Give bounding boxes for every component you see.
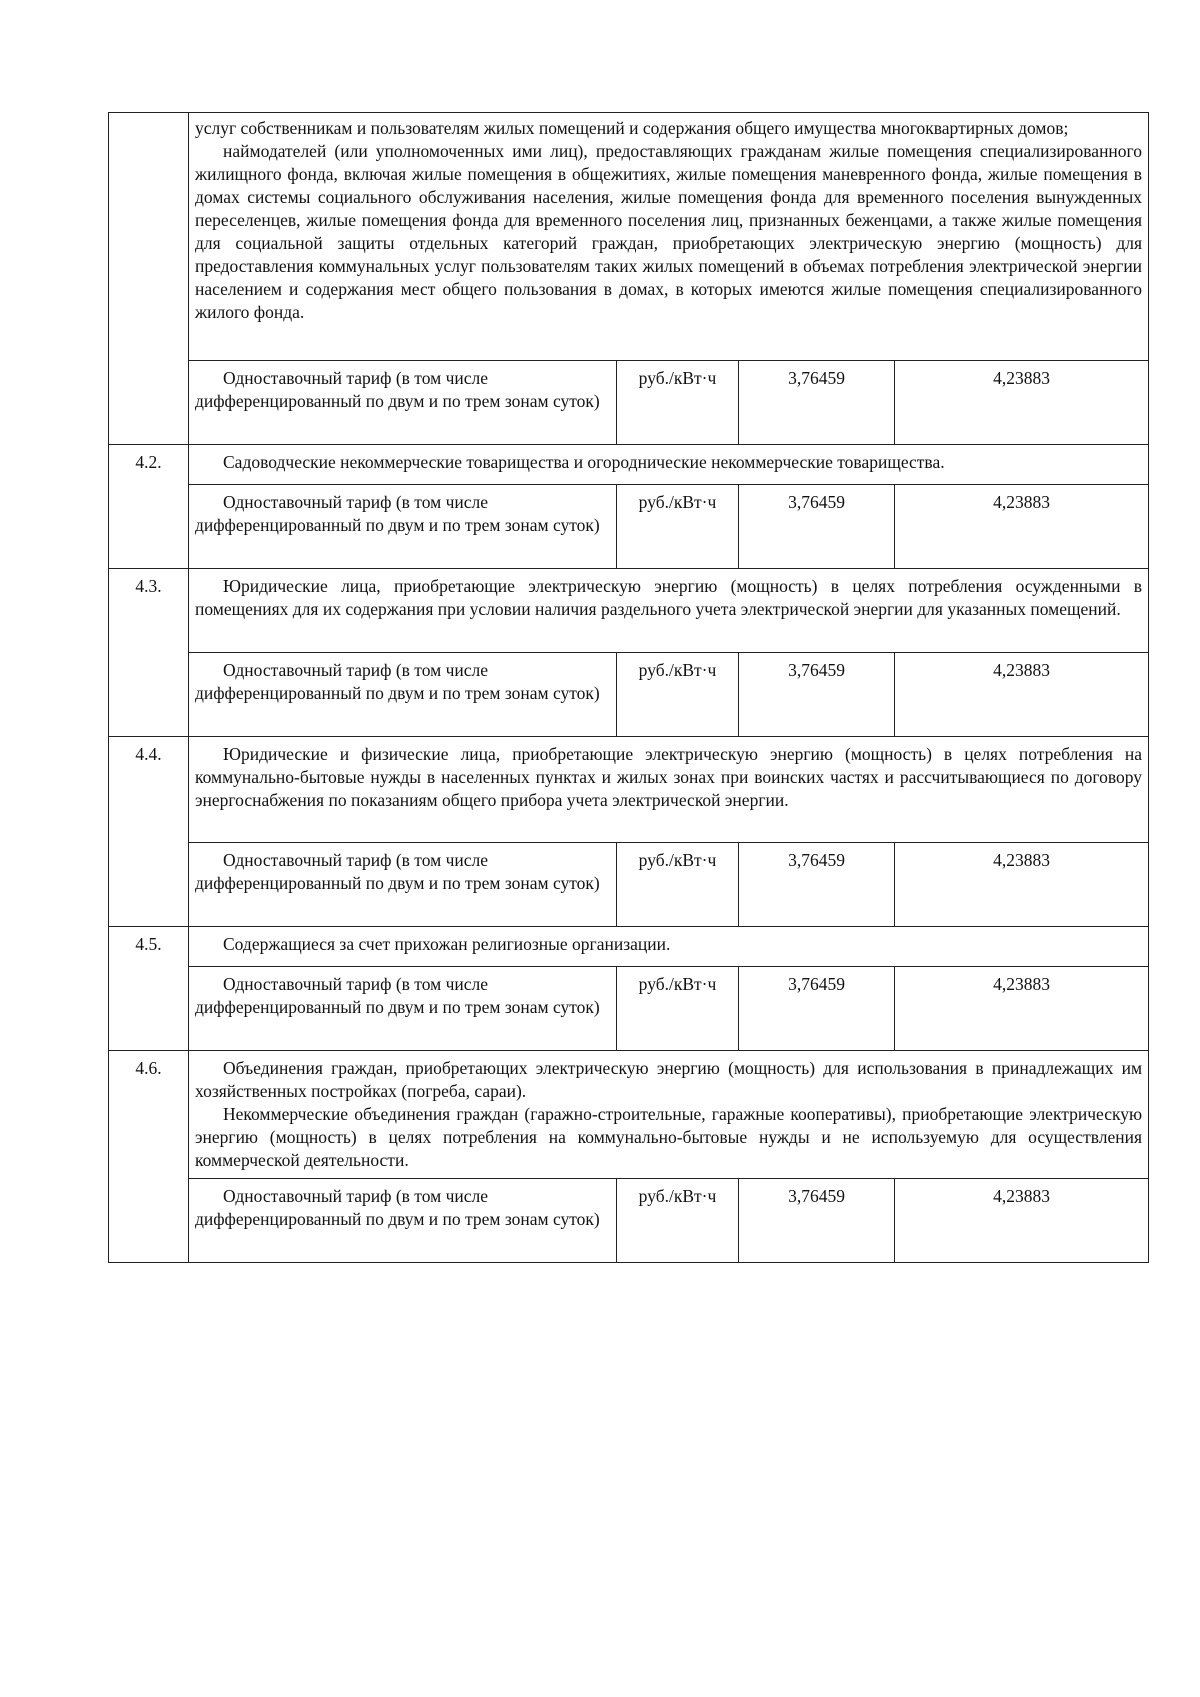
tariff-row (109, 653, 1149, 737)
tariff-table-body (109, 113, 1149, 1263)
category-number: 4.4. (109, 737, 189, 927)
category-row (109, 737, 1149, 843)
tariff-name-text: Одноставочный тариф (в том числе дифференцированный по двум и по трем зонам суток) (195, 368, 600, 411)
category-number (109, 113, 189, 445)
tariff-value-first-half: 3,76459 (739, 653, 895, 737)
description-paragraph: Юридические лица, приобретающие электрическую энергию (мощность) в целях потребления осужденными в помещениях для их содержания при условии наличия раздельного учета электрической энергии для указанных помещений. (195, 576, 1143, 619)
tariff-value-second-half: 4,23883 (895, 653, 1149, 737)
tariff-name-text: Одноставочный тариф (в том числе дифференцированный по двум и по трем зонам суток) (195, 660, 600, 703)
tariff-name (189, 1179, 617, 1263)
category-row (109, 569, 1149, 653)
description-paragraph: услуг собственникам и пользователям жилых помещений и содержания общего имущества многоквартирных домов; (195, 118, 1069, 138)
category-row (109, 927, 1149, 967)
tariff-name (189, 485, 617, 569)
tariff-value-second-half: 4,23883 (895, 1179, 1149, 1263)
tariff-row (109, 967, 1149, 1051)
description-paragraph: наймодателей (или уполномоченных ими лиц), предоставляющих гражданам жилые помещения специализированного жилищного фонда, включая жилые помещения в общежитиях, жилые помещения маневренного фонда, жилые помещения в домах системы социального обслуживания населения, жилые помещения фонда для временного поселения вынужденных переселенцев, жилые помещения фонда для временного поселения лиц, признанных беженцами, а также жилые помещения для социальной защиты отдельных категорий граждан, приобретающих электрическую энергию (мощность) для предоставления коммунальных услуг пользователям таких жилых помещений в объемах потребления электрической энергии населением и содержания мест общего пользования в домах, в которых имеются жилые помещения специализированного жилого фонда. (195, 141, 1143, 322)
tariff-unit: руб./кВт·ч (617, 843, 739, 927)
tariff-value-second-half: 4,23883 (895, 967, 1149, 1051)
category-description (189, 445, 1149, 485)
tariff-unit: руб./кВт·ч (617, 967, 739, 1051)
tariff-row (109, 361, 1149, 445)
tariff-value-first-half: 3,76459 (739, 967, 895, 1051)
tariff-unit: руб./кВт·ч (617, 653, 739, 737)
tariff-name-text: Одноставочный тариф (в том числе дифференцированный по двум и по трем зонам суток) (195, 1186, 600, 1229)
description-paragraph: Юридические и физические лица, приобретающие электрическую энергию (мощность) в целях потребления на коммунально-бытовые нужды в населенных пунктах и жилых зонах при воинских частях и рассчитывающиеся по договору энергоснабжения по показаниям общего прибора учета электрической энергии. (195, 744, 1143, 810)
description-paragraph: Садоводческие некоммерческие товарищества и огороднические некоммерческие товарищества. (223, 452, 945, 472)
category-description (189, 569, 1149, 653)
category-description (189, 1051, 1149, 1179)
tariff-value-second-half: 4,23883 (895, 843, 1149, 927)
category-number: 4.5. (109, 927, 189, 1051)
category-description (189, 737, 1149, 843)
tariff-name (189, 843, 617, 927)
category-row (109, 445, 1149, 485)
tariff-name-text: Одноставочный тариф (в том числе дифференцированный по двум и по трем зонам суток) (195, 850, 600, 893)
category-row (109, 1051, 1149, 1179)
tariff-table (108, 112, 1149, 1263)
category-number: 4.2. (109, 445, 189, 569)
tariff-name (189, 653, 617, 737)
tariff-value-first-half: 3,76459 (739, 843, 895, 927)
description-paragraph: Объединения граждан, приобретающих электрическую энергию (мощность) для использования в принадлежащих им хозяйственных постройках (погреба, сараи). (195, 1058, 1143, 1101)
tariff-value-second-half: 4,23883 (895, 485, 1149, 569)
category-number: 4.6. (109, 1051, 189, 1263)
tariff-row (109, 485, 1149, 569)
tariff-value-first-half: 3,76459 (739, 485, 895, 569)
document-page (108, 112, 1148, 1263)
tariff-name-text: Одноставочный тариф (в том числе дифференцированный по двум и по трем зонам суток) (195, 974, 600, 1017)
description-paragraph: Некоммерческие объединения граждан (гаражно-строительные, гаражные кооперативы), приобретающие электрическую энергию (мощность) в целях потребления на коммунально-бытовые нужды и не используемую для осуществления коммерческой деятельности. (195, 1104, 1143, 1170)
tariff-name (189, 361, 617, 445)
tariff-unit: руб./кВт·ч (617, 361, 739, 445)
tariff-value-second-half: 4,23883 (895, 361, 1149, 445)
tariff-value-first-half: 3,76459 (739, 361, 895, 445)
category-row (109, 113, 1149, 361)
tariff-name-text: Одноставочный тариф (в том числе дифференцированный по двум и по трем зонам суток) (195, 492, 600, 535)
description-paragraph: Содержащиеся за счет прихожан религиозные организации. (223, 934, 671, 954)
category-description (189, 927, 1149, 967)
tariff-row (109, 1179, 1149, 1263)
tariff-unit: руб./кВт·ч (617, 485, 739, 569)
tariff-row (109, 843, 1149, 927)
tariff-unit: руб./кВт·ч (617, 1179, 739, 1263)
category-number: 4.3. (109, 569, 189, 737)
category-description (189, 113, 1149, 361)
tariff-value-first-half: 3,76459 (739, 1179, 895, 1263)
tariff-name (189, 967, 617, 1051)
